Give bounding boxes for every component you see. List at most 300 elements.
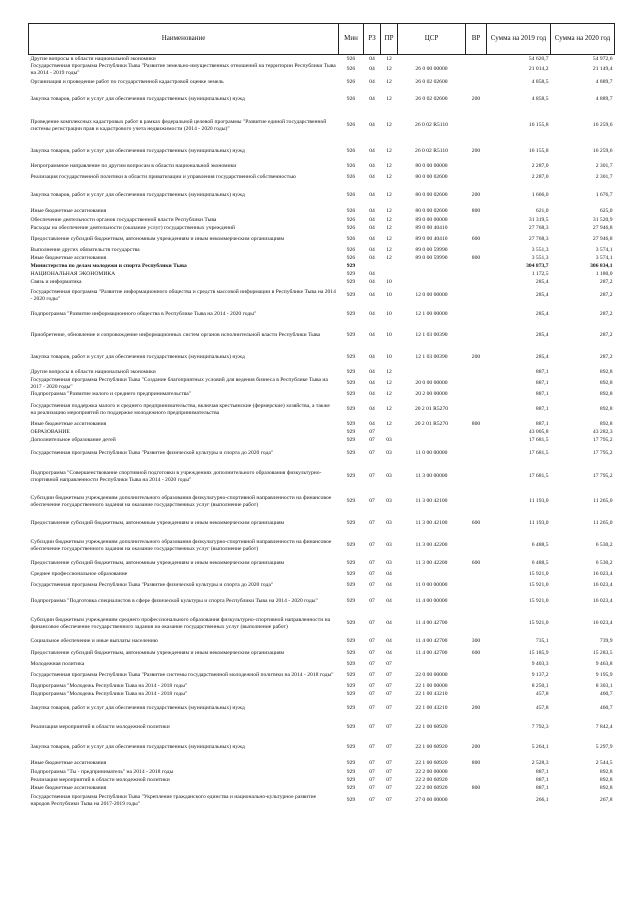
cell-rz: 07 (369, 473, 375, 480)
header-vr: ВР (466, 24, 487, 55)
cell-vr (466, 611, 487, 637)
cell-sum-2019: 887,1 (535, 421, 549, 428)
cell-sum-2019: 2 528,3 (531, 760, 549, 767)
cell-sum-2019: 7 792,3 (531, 724, 549, 731)
cell-sum-2019: 15 921,0 (528, 571, 549, 578)
cell-vr (466, 305, 487, 325)
table-row (29, 185, 615, 207)
cell-sum-2020: 3 574,1 (595, 247, 613, 254)
cell-pr: 03 (386, 437, 392, 444)
cell-csr: 22 1 00 60920 (415, 744, 448, 751)
cell-min: 929 (346, 598, 356, 605)
cell-rz: 04 (369, 122, 375, 129)
cell-sum-2019: 457,8 (535, 691, 549, 698)
cell-sum-2020: 892,8 (599, 380, 613, 387)
cell-vr: 600 (471, 650, 481, 657)
cell-csr: 20 2 00 00000 (415, 391, 448, 398)
cell-vr: 200 (471, 96, 481, 103)
cell-name: Подпрограмма "Совершенствование спортивной подготовки в учреждениях дополнительного образования физкультурно-спортивной направленности Республики Тыва на 2014 - 2020 годы" (30, 470, 322, 483)
table-row (29, 785, 615, 793)
cell-sum-2019: 16 155,8 (528, 148, 549, 155)
cell-name: Подпрограмма "Ты - предприниматель" на 2014 - 2018 годы (30, 769, 174, 776)
cell-pr: 12 (386, 255, 392, 262)
cell-sum-2020: 9 195,9 (595, 672, 613, 679)
cell-min: 929 (346, 311, 356, 318)
cell-csr (398, 437, 466, 445)
cell-min: 929 (346, 380, 356, 387)
cell-sum-2020: 16 023,4 (592, 620, 613, 627)
cell-pr: 12 (386, 247, 392, 254)
cell-sum-2019: 285,4 (535, 354, 549, 361)
cell-sum-2020: 54 972,6 (592, 55, 613, 62)
cell-sum-2020: 9 463,8 (595, 661, 613, 668)
cell-name: Государственная программа Республики Тыва "Укрепление гражданского единства и национально-культурное развитие народов Республики Тыва на 2017-2019 годы" (30, 794, 317, 807)
cell-vr (466, 429, 487, 437)
cell-sum-2019: 27 768,3 (528, 236, 549, 243)
cell-min: 926 (346, 236, 356, 243)
table-row (29, 171, 615, 185)
cell-name: Предоставление субсидий бюджетным, автономным учреждениям и иным некоммерческим организациям (30, 560, 285, 567)
cell-name: Непрограммное направление по другим вопросам в области национальной экономики (30, 163, 237, 170)
cell-vr (466, 391, 487, 399)
cell-sum-2020: 892,8 (599, 785, 613, 792)
cell-min: 929 (346, 672, 356, 679)
cell-rz: 04 (369, 174, 375, 181)
cell-pr (381, 429, 398, 437)
cell-pr: 07 (386, 760, 392, 767)
table-row (29, 593, 615, 611)
cell-csr (398, 571, 466, 579)
cell-min: 929 (346, 437, 356, 444)
cell-name: Обеспечение деятельности органов государственной власти Республики Тыва (30, 217, 217, 224)
cell-csr: 22 2 00 60920 (415, 777, 448, 784)
cell-pr: 07 (386, 672, 392, 679)
cell-csr: 11 4 00 42700 (415, 638, 448, 645)
cell-name: Подпрограмма "Развитие информационного общества в Республике Тыва на 2014 - 2020 годы" (30, 311, 257, 318)
cell-vr (466, 55, 487, 63)
table-row (29, 571, 615, 579)
cell-min: 926 (346, 208, 356, 215)
cell-pr: 07 (386, 691, 392, 698)
cell-pr: 10 (386, 292, 392, 299)
cell-vr (466, 217, 487, 225)
cell-sum-2019: 5 264,1 (531, 744, 549, 751)
table-row (29, 271, 615, 279)
cell-min: 929 (346, 724, 356, 731)
cell-pr: 12 (386, 79, 392, 86)
table-row (29, 683, 615, 691)
table-row (29, 759, 615, 769)
cell-sum-2020: 892,8 (599, 391, 613, 398)
cell-pr: 03 (386, 450, 392, 457)
cell-sum-2020: 17 795,2 (592, 437, 613, 444)
cell-sum-2020: 17 795,2 (592, 473, 613, 480)
cell-sum-2019: 15 921,0 (528, 598, 549, 605)
cell-sum-2019: 16 155,8 (528, 122, 549, 129)
table-row (29, 391, 615, 399)
cell-min: 926 (346, 96, 356, 103)
table-row (29, 579, 615, 593)
cell-min: 929 (346, 354, 356, 361)
table-row (29, 535, 615, 557)
cell-pr: 03 (386, 498, 392, 505)
cell-sum-2020: 16 023,4 (592, 582, 613, 589)
cell-sum-2019: 8 250,1 (531, 683, 549, 690)
cell-pr: 07 (386, 777, 392, 784)
cell-sum-2019: 457,8 (535, 705, 549, 712)
cell-csr: 12 0 00 00000 (415, 292, 448, 299)
cell-csr (398, 369, 466, 377)
cell-csr: 11 4 00 42700 (415, 650, 448, 657)
cell-pr: 07 (386, 785, 392, 792)
cell-rz: 07 (369, 571, 375, 578)
cell-pr: 12 (386, 421, 392, 428)
cell-sum-2020: 5 297,9 (595, 744, 613, 751)
cell-name: Выполнение других обязательств государства (30, 247, 140, 254)
cell-name: Реализация мероприятий в области молодежной политики (30, 724, 170, 731)
cell-csr: 11 0 00 00000 (415, 582, 448, 589)
cell-vr: 200 (471, 744, 481, 751)
cell-sum-2020: 2 544,5 (595, 760, 613, 767)
cell-rz: 04 (369, 79, 375, 86)
cell-sum-2020: 21 149,4 (592, 66, 613, 73)
table-row (29, 661, 615, 669)
cell-sum-2020: 460,7 (599, 705, 613, 712)
table-row (29, 513, 615, 535)
cell-name: Предоставление субсидий бюджетным, автономным учреждениям и иным некоммерческим организациям (30, 236, 285, 243)
cell-rz: 07 (369, 672, 375, 679)
cell-sum-2020: 17 795,2 (592, 450, 613, 457)
cell-rz: 07 (369, 650, 375, 657)
cell-csr: 11 4 00 00000 (415, 598, 448, 605)
cell-pr: 12 (386, 122, 392, 129)
cell-pr: 12 (386, 225, 392, 232)
cell-sum-2019: 2 287,0 (531, 174, 549, 181)
cell-min: 929 (346, 520, 356, 527)
cell-name: Государственная программа Республики Тыва "Создание благоприятных условий для ведения бизнеса в Республике Тыва на 2017 - 2020 годы" (30, 377, 328, 390)
cell-sum-2019: 11 193,0 (529, 498, 549, 505)
cell-csr: 11 3 00 42200 (415, 542, 448, 549)
table-row (29, 163, 615, 171)
cell-sum-2019: 6 488,5 (531, 542, 549, 549)
table-row (29, 89, 615, 111)
cell-sum-2019: 17 681,5 (528, 473, 549, 480)
cell-sum-2019: 887,1 (535, 380, 549, 387)
cell-sum-2019: 285,4 (535, 279, 549, 286)
cell-sum-2019: 735,1 (535, 638, 549, 645)
cell-name: Подпрограмма "Молодежь Республики Тыва на 2014 - 2018 годы" (30, 691, 188, 698)
cell-min: 929 (346, 744, 356, 751)
cell-rz: 04 (369, 369, 375, 376)
cell-name: Социальное обеспечение и иные выплаты населению (30, 638, 158, 645)
cell-sum-2019: 3 551,3 (531, 247, 549, 254)
cell-rz: 04 (369, 148, 375, 155)
cell-sum-2019: 4 858,5 (531, 79, 549, 86)
cell-sum-2020: 892,8 (599, 369, 613, 376)
cell-pr: 07 (386, 769, 392, 776)
table-row (29, 369, 615, 377)
cell-vr (466, 683, 487, 691)
cell-pr: 12 (386, 174, 392, 181)
cell-min: 929 (346, 332, 356, 339)
cell-name: Субсидии бюджетным учреждениям дополнительного образования физкультурно-спортивной направленности на финансовое обеспечение государственного задания на оказание государственных услуг (выполнение работ) (30, 539, 332, 552)
cell-min: 929 (346, 582, 356, 589)
cell-sum-2019: 4 858,5 (531, 96, 549, 103)
cell-min: 929 (346, 271, 356, 278)
cell-csr: 22 2 00 60920 (415, 785, 448, 792)
cell-pr: 04 (386, 582, 392, 589)
cell-name: НАЦИОНАЛЬНАЯ ЭКОНОМИКА (30, 271, 116, 278)
cell-sum-2019: 887,1 (535, 369, 549, 376)
cell-name: Закупка товаров, работ и услуг для обеспечения государственных (муниципальных) нужд (30, 96, 245, 103)
cell-csr: 20 0 00 00000 (415, 380, 448, 387)
cell-min: 929 (346, 391, 356, 398)
cell-sum-2019: 9 137,2 (531, 672, 549, 679)
table-row (29, 399, 615, 421)
cell-pr: 12 (386, 208, 392, 215)
table-row (29, 63, 615, 77)
cell-sum-2020: 3 574,1 (595, 255, 613, 262)
cell-sum-2019: 15 185,9 (528, 650, 549, 657)
table-row (29, 347, 615, 369)
cell-pr: 04 (386, 650, 392, 657)
cell-pr: 07 (386, 724, 392, 731)
cell-name: Государственная программа Республики Тыва "Развитие земельно-имущественных отношений на территории Республики Тыва на 2014 - 2019 годы" (30, 63, 336, 76)
cell-pr: 04 (386, 571, 392, 578)
cell-csr: 89 0 00 40410 (415, 236, 448, 243)
cell-sum-2020: 31 520,9 (592, 217, 613, 224)
cell-pr: 12 (386, 369, 392, 376)
cell-name: Закупка товаров, работ и услуг для обеспечения государственных (муниципальных) нужд (30, 354, 245, 361)
cell-min: 929 (346, 760, 356, 767)
cell-csr: 11 3 00 42100 (415, 498, 448, 505)
cell-pr (381, 263, 398, 271)
cell-min: 929 (346, 421, 356, 428)
cell-min: 929 (346, 691, 356, 698)
cell-rz: 07 (369, 620, 375, 627)
cell-vr (466, 163, 487, 171)
cell-sum-2019: 17 681,5 (528, 450, 549, 457)
cell-name: Дополнительное образование детей (30, 437, 116, 444)
cell-vr (466, 691, 487, 699)
cell-name: Государственная программа Республики Тыва "Развитие физической культуры и спорта до 2020 года" (30, 582, 274, 589)
cell-sum-2019: 43 005,8 (528, 429, 549, 436)
cell-rz: 04 (369, 96, 375, 103)
cell-pr: 12 (386, 55, 392, 62)
cell-rz: 07 (369, 705, 375, 712)
cell-rz: 07 (369, 691, 375, 698)
table-row (29, 691, 615, 699)
cell-sum-2019: 285,4 (535, 332, 549, 339)
cell-vr (466, 377, 487, 391)
cell-sum-2020: 306 834,1 (590, 263, 613, 270)
cell-rz: 04 (369, 192, 375, 199)
table-row (29, 647, 615, 661)
cell-name: Молодежная политика (30, 661, 85, 668)
cell-rz: 07 (369, 638, 375, 645)
cell-sum-2020: 287,2 (599, 354, 613, 361)
cell-sum-2020: 2 301,7 (595, 174, 613, 181)
cell-rz: 07 (369, 724, 375, 731)
cell-name: Закупка товаров, работ и услуг для обеспечения государственных (муниципальных) нужд (30, 148, 245, 155)
cell-rz (364, 263, 381, 271)
cell-min: 929 (346, 785, 356, 792)
cell-rz: 07 (369, 560, 375, 567)
cell-csr: 26 0 02 R5110 (415, 122, 448, 129)
cell-name: Иные бюджетные ассигнования (30, 421, 107, 428)
table-row (29, 77, 615, 89)
table-row (29, 769, 615, 777)
cell-sum-2020: 892,8 (599, 406, 613, 413)
cell-sum-2020: 16 259,6 (592, 122, 613, 129)
cell-vr: 600 (471, 560, 481, 567)
cell-csr: 20 2 01 R5270 (414, 406, 449, 413)
cell-csr (398, 271, 466, 279)
cell-vr: 600 (471, 520, 481, 527)
cell-csr: 22 1 00 60920 (415, 724, 448, 731)
table-row (29, 719, 615, 737)
table-row (29, 437, 615, 445)
table-header-row (29, 24, 615, 55)
table-row (29, 305, 615, 325)
cell-sum-2020: 1 676,7 (595, 192, 613, 199)
cell-name: Субсидии бюджетным учреждениям дополнительного образования физкультурно-спортивной направленности на финансовое обеспечение государственного задания на оказание государственных услуг (выполнение работ) (30, 495, 332, 508)
cell-sum-2020: 7 842,4 (595, 724, 613, 731)
cell-csr: 11 3 00 42200 (415, 560, 448, 567)
cell-min: 926 (346, 55, 356, 62)
header-name: Наименование (29, 24, 339, 55)
table-row (29, 557, 615, 571)
cell-vr (466, 535, 487, 557)
cell-pr (381, 271, 398, 279)
cell-name: Приобретение, обновление и сопровождение информационных систем органов исполнительной власти Республики Тыва (30, 332, 321, 339)
cell-rz: 04 (369, 271, 375, 278)
table-row (29, 225, 615, 233)
cell-csr: 80 0 00 02600 (415, 174, 448, 181)
cell-name: Предоставление субсидий бюджетным, автономным учреждениям и иным некоммерческим организациям (30, 650, 285, 657)
cell-pr: 12 (386, 163, 392, 170)
cell-rz: 07 (369, 785, 375, 792)
cell-name: Расходы на обеспечение деятельности (оказание услуг) государственных учреждений (30, 225, 236, 232)
table-row (29, 141, 615, 163)
table-row (29, 637, 615, 647)
cell-min: 929 (346, 369, 356, 376)
cell-pr: 04 (386, 620, 392, 627)
cell-vr (466, 399, 487, 421)
cell-pr: 07 (386, 661, 392, 668)
cell-vr (466, 571, 487, 579)
cell-sum-2019: 887,1 (535, 777, 549, 784)
cell-csr: 12 1 00 00000 (415, 311, 448, 318)
cell-pr: 10 (386, 279, 392, 286)
cell-sum-2020: 6 530,2 (595, 542, 613, 549)
cell-min: 929 (346, 571, 356, 578)
cell-pr: 07 (386, 705, 392, 712)
cell-vr (466, 793, 487, 809)
cell-name: Государственная поддержка малого и среднего предпринимательства, включая крестьянские (фермерские) хозяйства, а также на реализацию мероприятий по поддержке молодежного предпринимательства (30, 403, 330, 416)
cell-pr: 03 (386, 560, 392, 567)
cell-pr: 12 (386, 192, 392, 199)
cell-name: Иные бюджетные ассигнования (30, 760, 107, 767)
cell-csr: 80 0 00 02600 (415, 208, 448, 215)
cell-name: Проведение комплексных кадастровых работ в рамках федеральной целевой программы "Развитие единой государственной системы регистрации прав и кадастрового учета недвижимости (2014 - 2020 годы)" (30, 119, 327, 132)
cell-vr: 200 (471, 354, 481, 361)
cell-csr: 11 4 00 42700 (415, 620, 448, 627)
cell-vr (466, 325, 487, 347)
cell-pr: 07 (386, 797, 392, 804)
cell-csr: 22 1 00 60920 (415, 760, 448, 767)
cell-min: 926 (346, 255, 356, 262)
cell-sum-2020: 4 889,7 (595, 79, 613, 86)
cell-rz: 07 (369, 744, 375, 751)
header-csr: ЦСР (398, 24, 466, 55)
header-sum-2019: Сумма на 2019 год (487, 24, 551, 55)
cell-min: 929 (346, 406, 356, 413)
cell-name: Подпрограмма "Подготовка специалистов в сфере физической культуры и спорта Республики Тыва на 2014 - 2020 годы" (30, 598, 318, 605)
cell-sum-2020: 892,8 (599, 421, 613, 428)
cell-csr (398, 661, 466, 669)
cell-vr (466, 287, 487, 305)
cell-csr: 80 0 00 00000 (415, 163, 448, 170)
cell-pr: 12 (386, 96, 392, 103)
cell-sum-2020: 892,8 (599, 769, 613, 776)
cell-vr (466, 369, 487, 377)
table-row (29, 325, 615, 347)
cell-name: Закупка товаров, работ и услуг для обеспечения государственных (муниципальных) нужд (30, 744, 245, 751)
table-row (29, 111, 615, 141)
cell-name: Закупка товаров, работ и услуг для обеспечения государственных (муниципальных) нужд (30, 192, 245, 199)
cell-name: Предоставление субсидий бюджетным, автономным учреждениям и иным некоммерческим организациям (30, 520, 285, 527)
cell-name: Иные бюджетные ассигнования (30, 785, 107, 792)
cell-rz: 04 (369, 163, 375, 170)
cell-sum-2019: 304 873,7 (526, 263, 549, 270)
cell-min: 929 (346, 498, 356, 505)
cell-sum-2020: 2 301,7 (595, 163, 613, 170)
table-row (29, 737, 615, 759)
cell-sum-2020: 6 530,2 (595, 560, 613, 567)
cell-csr (398, 263, 466, 271)
cell-rz: 04 (369, 311, 375, 318)
table-row (29, 463, 615, 491)
cell-vr (466, 769, 487, 777)
cell-name: Государственная программа Республики Тыва "Развитие физической культуры и спорта до 2020 года" (30, 450, 274, 457)
table-row (29, 429, 615, 437)
header-pr: ПР (381, 24, 398, 55)
cell-sum-2020: 27 946,8 (592, 236, 613, 243)
table-row (29, 217, 615, 225)
cell-vr (466, 593, 487, 611)
cell-sum-2020: 15 283,5 (592, 650, 613, 657)
cell-sum-2019: 15 921,0 (528, 582, 549, 589)
cell-rz: 04 (369, 279, 375, 286)
budget-table (28, 23, 615, 809)
cell-min: 929 (346, 473, 356, 480)
cell-sum-2020: 11 265,0 (593, 498, 613, 505)
cell-sum-2019: 31 319,5 (528, 217, 549, 224)
cell-csr: 26 0 02 02600 (415, 79, 448, 86)
cell-rz: 07 (369, 582, 375, 589)
cell-vr (466, 777, 487, 785)
cell-min: 929 (346, 777, 356, 784)
table-row (29, 247, 615, 255)
cell-sum-2020: 4 889,7 (595, 96, 613, 103)
cell-min: 926 (346, 148, 356, 155)
cell-sum-2020: 739,9 (599, 638, 613, 645)
cell-sum-2019: 54 620,7 (528, 55, 549, 62)
cell-vr (466, 661, 487, 669)
cell-rz: 04 (369, 332, 375, 339)
header-rz: РЗ (364, 24, 381, 55)
